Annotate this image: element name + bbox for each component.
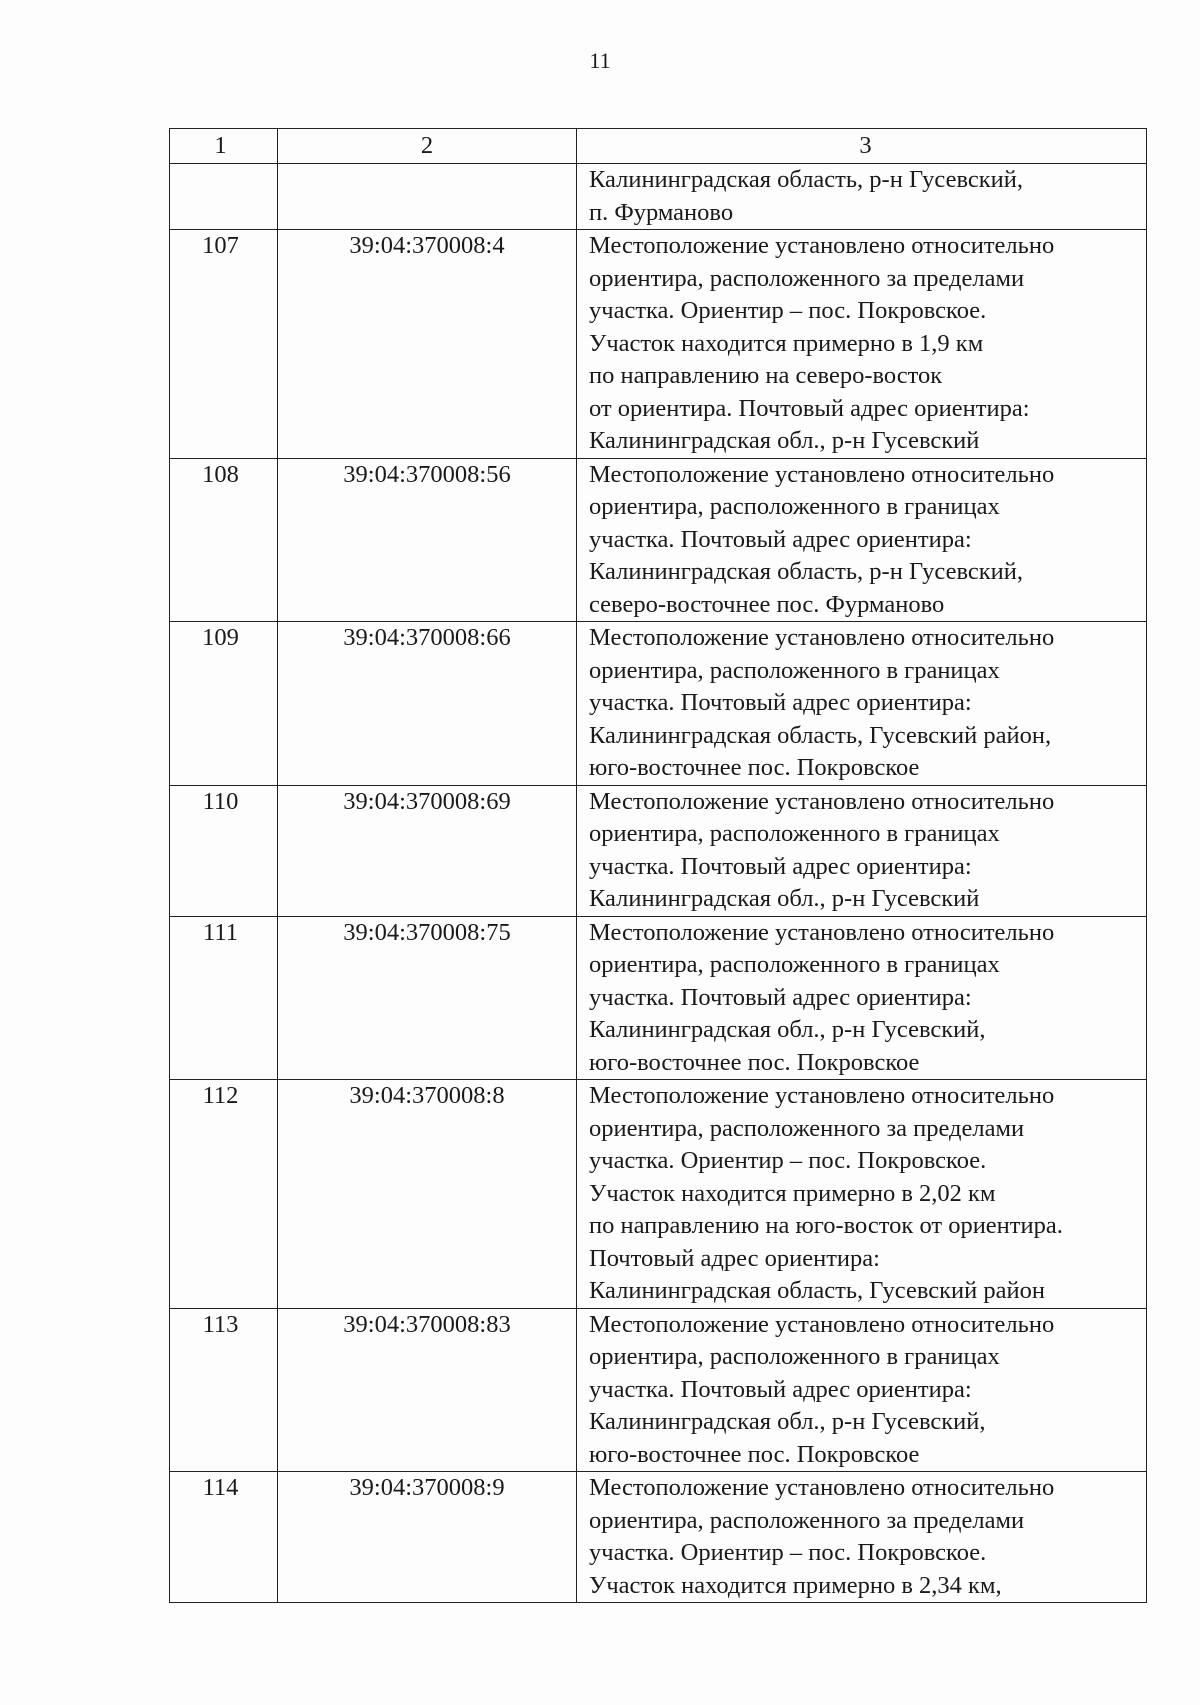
row-number: 111: [170, 916, 278, 1080]
description-line: ориентира, расположенного за пределами: [589, 264, 1025, 292]
description-line: Местоположение установлено относительно: [589, 918, 1055, 946]
description-line: п. Фурманово: [589, 198, 734, 226]
row-number: 108: [170, 458, 278, 622]
description-line: по направлению на юго-восток от ориентира.: [589, 1212, 1063, 1239]
description-line: Участок находится примерно в 2,02 км: [589, 1179, 996, 1207]
table-row: [170, 230, 1147, 459]
description-line: Местоположение установлено относительно: [589, 1474, 1055, 1501]
description-line: юго-восточнее пос. Покровское: [589, 1048, 920, 1076]
description-line: Почтовый адрес ориентира:: [589, 1244, 880, 1272]
description-line: участка. Почтовый адрес ориентира:: [589, 983, 972, 1011]
cadastral-number: 39:04:370008:8: [278, 1080, 577, 1309]
description-line: Участок находится примерно в 1,9 км: [589, 329, 984, 357]
row-number: [170, 164, 278, 230]
cadastral-number: [278, 164, 577, 230]
description-line: Местоположение установлено относительно: [589, 460, 1055, 488]
cadastral-number: 39:04:370008:83: [278, 1308, 577, 1472]
location-description: [577, 164, 1147, 230]
description-line: Калининградская обл., р-н Гусевский,: [589, 1408, 986, 1435]
description-line: участка. Ориентир – пос. Покровское.: [589, 1147, 987, 1174]
description-line: Местоположение установлено относительно: [589, 787, 1055, 815]
cadastral-number: 39:04:370008:69: [278, 785, 577, 916]
table-row: [170, 458, 1147, 622]
description-line: ориентира, расположенного за пределами: [589, 1506, 1025, 1534]
description-line: ориентира, расположенного в границах: [589, 951, 1000, 978]
location-description: [577, 1472, 1147, 1603]
location-description: [577, 622, 1147, 786]
table-row: [170, 164, 1147, 230]
location-description: [577, 916, 1147, 1080]
description-line: Калининградская область, Гусевский район: [589, 1277, 1045, 1304]
description-line: Калининградская область, Гусевский район,: [589, 721, 1052, 749]
description-line: ориентира, расположенного в границах: [589, 1343, 1000, 1370]
description-line: юго-восточнее пос. Покровское: [589, 754, 920, 781]
header-col-2: 2: [278, 129, 577, 164]
description-line: Местоположение установлено относительно: [589, 1082, 1055, 1109]
description-line: Калининградская обл., р-н Гусевский: [589, 885, 980, 912]
description-line: ориентира, расположенного в границах: [589, 820, 1000, 847]
description-line: Калининградская область, р-н Гусевский,: [589, 166, 1024, 193]
description-line: участка. Ориентир – пос. Покровское.: [589, 297, 987, 324]
row-number: 113: [170, 1308, 278, 1472]
cadastral-number: 39:04:370008:9: [278, 1472, 577, 1603]
description-line: участка. Почтовый адрес ориентира:: [589, 852, 972, 880]
description-line: Местоположение установлено относительно: [589, 1310, 1055, 1338]
description-line: Калининградская обл., р-н Гусевский,: [589, 1016, 986, 1043]
row-number: 114: [170, 1472, 278, 1603]
cadastral-number: 39:04:370008:4: [278, 230, 577, 459]
page-number: 11: [589, 48, 611, 73]
description-line: Участок находится примерно в 2,34 км,: [589, 1571, 1002, 1599]
table-header-row: [170, 129, 1147, 164]
table-row: [170, 1472, 1147, 1603]
description-line: ориентира, расположенного за пределами: [589, 1114, 1025, 1142]
description-line: Калининградская обл., р-н Гусевский: [589, 427, 980, 454]
table-row: [170, 785, 1147, 916]
table-row: [170, 1080, 1147, 1309]
description-line: Местоположение установлено относительно: [589, 624, 1055, 651]
cadastral-number: 39:04:370008:56: [278, 458, 577, 622]
description-line: от ориентира. Почтовый адрес ориентира:: [589, 394, 1030, 422]
description-line: ориентира, расположенного в границах: [589, 656, 1000, 684]
description-line: Калининградская область, р-н Гусевский,: [589, 558, 1024, 585]
description-line: ориентира, расположенного в границах: [589, 493, 1000, 520]
location-description: [577, 1080, 1147, 1309]
row-number: 107: [170, 230, 278, 459]
table-row: [170, 916, 1147, 1080]
location-description: [577, 785, 1147, 916]
table-row: [170, 1308, 1147, 1472]
description-line: участка. Ориентир – пос. Покровское.: [589, 1539, 987, 1566]
cadastral-number: 39:04:370008:75: [278, 916, 577, 1080]
table-row: [170, 622, 1147, 786]
header-col-1: 1: [170, 129, 278, 164]
row-number: 112: [170, 1080, 278, 1309]
row-number: 110: [170, 785, 278, 916]
land-plots-table: [169, 128, 1147, 1603]
description-line: участка. Почтовый адрес ориентира:: [589, 525, 972, 553]
row-number: 109: [170, 622, 278, 786]
cadastral-number: 39:04:370008:66: [278, 622, 577, 786]
location-description: [577, 458, 1147, 622]
header-col-3: 3: [577, 129, 1147, 164]
location-description: [577, 230, 1147, 459]
description-line: участка. Почтовый адрес ориентира:: [589, 689, 972, 716]
location-description: [577, 1308, 1147, 1472]
description-line: юго-восточнее пос. Покровское: [589, 1440, 920, 1468]
description-line: Местоположение установлено относительно: [589, 232, 1055, 259]
description-line: северо-восточнее пос. Фурманово: [589, 590, 945, 618]
description-line: участка. Почтовый адрес ориентира:: [589, 1375, 972, 1403]
description-line: по направлению на северо-восток: [589, 362, 943, 389]
